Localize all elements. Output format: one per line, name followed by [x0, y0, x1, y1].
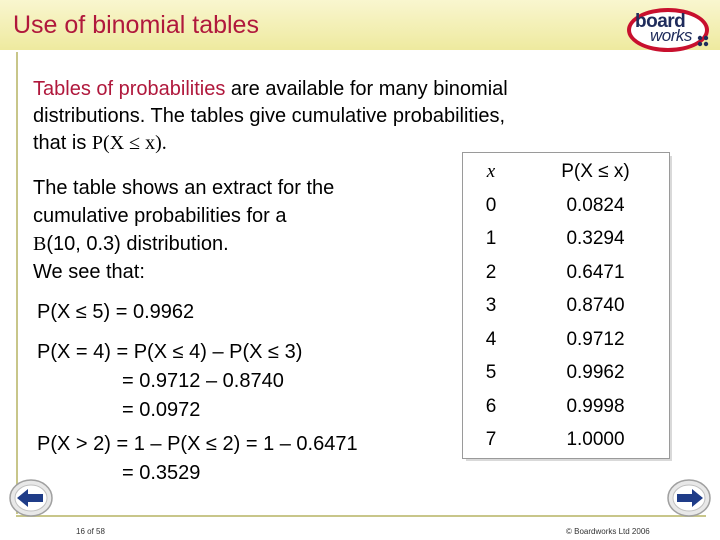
table-row	[463, 356, 669, 389]
table-header-x: x	[486, 161, 496, 182]
table-cell-x: 3	[485, 295, 497, 316]
result-1: P(X ≤ 5) = 0.9962	[37, 301, 195, 323]
table-cell-x: 5	[485, 362, 497, 383]
table-row	[463, 323, 669, 356]
table-header-row	[463, 155, 669, 188]
table-cell-x: 1	[485, 228, 497, 249]
table-row	[463, 256, 669, 289]
table-header-prob: P(X ≤ x)	[561, 161, 630, 182]
table-cell-prob: 0.0824	[566, 195, 625, 216]
table-cell-x: 7	[485, 429, 497, 450]
intro-line-1-rest: are available for many binomial	[225, 78, 508, 100]
explanation-text	[33, 174, 413, 286]
explanation-line-2: cumulative probabilities for a	[33, 205, 287, 227]
page-title: Use of binomial tables	[13, 11, 259, 39]
table-cell-x: 4	[485, 329, 497, 350]
logo-text-works: works	[650, 26, 692, 45]
distribution-symbol: B	[33, 233, 47, 255]
table-row	[463, 189, 669, 222]
table-row	[463, 289, 669, 322]
table-row	[463, 423, 669, 456]
previous-slide-button[interactable]	[8, 478, 54, 518]
result-2-line-3: = 0.0972	[122, 399, 201, 421]
table-cell-prob: 0.6471	[566, 262, 625, 283]
intro-line-2: distributions. The tables give cumulative probabilities,	[33, 105, 506, 127]
explanation-line-3	[33, 230, 413, 258]
table-cell-x: 2	[485, 262, 497, 283]
title-bar	[0, 0, 720, 50]
explanation-line-4: We see that:	[33, 261, 145, 283]
table-cell-prob: 0.9962	[566, 362, 625, 383]
intro-math: P(X ≤ x).	[91, 132, 167, 154]
logo-dots-icon	[696, 34, 710, 48]
next-slide-button[interactable]	[666, 478, 712, 518]
result-2-line-2: = 0.9712 – 0.8740	[122, 370, 284, 392]
intro-highlight: Tables of probabilities	[33, 78, 226, 100]
result-2-line-1: P(X = 4) = P(X ≤ 4) – P(X ≤ 3)	[37, 341, 303, 363]
table-cell-prob: 0.8740	[566, 295, 625, 316]
distribution-params: (10, 0.3) distribution.	[46, 233, 229, 255]
table-row	[463, 390, 669, 423]
left-rule	[16, 52, 18, 514]
result-3-line-2: = 0.3529	[122, 462, 201, 484]
bottom-rule	[16, 515, 706, 517]
table-cell-prob: 0.3294	[566, 228, 625, 249]
table-cell-x: 6	[485, 396, 497, 417]
table-cell-x: 0	[485, 195, 497, 216]
probability-table	[462, 152, 670, 459]
intro-line-1	[33, 76, 653, 103]
intro-paragraph	[33, 76, 653, 157]
table-cell-prob: 1.0000	[566, 429, 625, 450]
result-3-line-1: P(X > 2) = 1 – P(X ≤ 2) = 1 – 0.6471	[37, 433, 358, 455]
copyright-notice: © Boardworks Ltd 2006	[566, 527, 650, 536]
table-cell-prob: 0.9998	[566, 396, 625, 417]
boardworks-logo	[624, 6, 716, 56]
page-number: 16 of 58	[76, 527, 105, 536]
intro-line-3-start: that is	[33, 132, 92, 154]
table-row	[463, 222, 669, 255]
logo-text-board: board	[635, 11, 686, 32]
table-cell-prob: 0.9712	[566, 329, 625, 350]
explanation-line-1: The table shows an extract for the	[33, 177, 335, 199]
